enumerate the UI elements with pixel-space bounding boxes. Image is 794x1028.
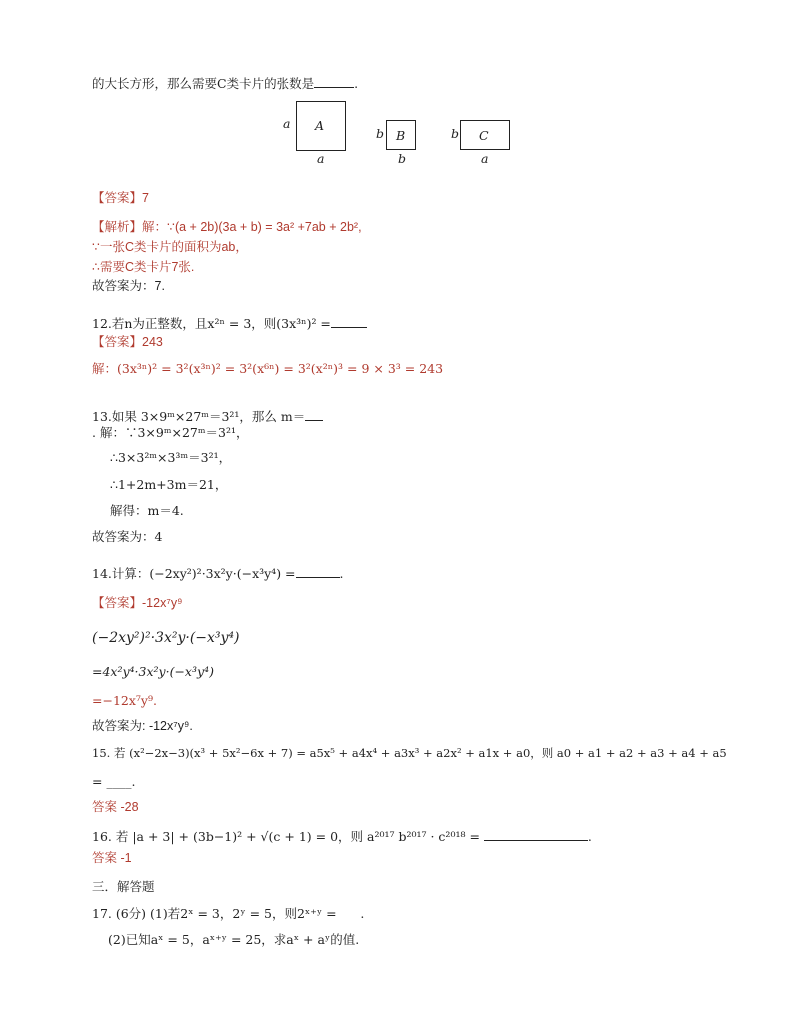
card-b-side-label: b [376, 126, 385, 141]
q14-conclusion: 故答案为: -12x⁷y⁹. [92, 719, 193, 733]
q14-step-3: =−12x⁷y⁹. [92, 693, 157, 708]
q11-answer: 【答案】7 [92, 191, 149, 205]
q14-step-2: =4x²y⁴·3x²y·(−x³y⁴) [92, 664, 214, 679]
q13-conclusion: 故答案为：4 [92, 529, 163, 544]
q12-question: 12.若n为正整数，且x²ⁿ = 3，则(3x³ⁿ)² = [92, 316, 367, 332]
q17-part-1: 17. (6分) (1)若2ˣ = 3，2ʸ = 5，则2ˣ⁺ʸ = . [92, 906, 365, 921]
q16-answer-blank [484, 829, 588, 841]
q13-step-4: 解得：m＝4. [110, 503, 184, 518]
q11-analysis-1: 【解析】解：∵(a + 2b)(3a + b) = 3a² +7ab + 2b², [92, 220, 362, 234]
q12-solution: 解：(3x³ⁿ)² = 3²(x³ⁿ)² = 3²(x⁶ⁿ) = 3²(x²ⁿ)³ = 9 × 3³ = 243 [92, 361, 444, 376]
q14-answer: 【答案】-12x⁷y⁹ [92, 596, 183, 610]
q13-step-3: ∴1+2m+3m＝21， [110, 477, 228, 492]
q13-answer-blank [305, 409, 323, 421]
section-title: 三．解答题 [92, 880, 155, 894]
q17-part-2: (2)已知aˣ = 5，aˣ⁺ʸ = 25，求aˣ + aʸ的值. [108, 932, 360, 947]
card-c-side-label: b [451, 126, 460, 141]
q13-question: 13.如果 3×9ᵐ×27ᵐ＝3²¹，那么 m＝ [92, 409, 323, 425]
q11-conclusion: 故答案为：7. [92, 279, 165, 293]
card-c-label: C [479, 128, 489, 143]
q16-answer: 答案 -1 [92, 851, 132, 865]
q13-step-2: ∴3×3²ᵐ×3³ᵐ＝3²¹， [110, 450, 232, 465]
card-b-bottom-label: b [398, 151, 407, 166]
card-a-side-label: a [283, 116, 291, 131]
q16-question: 16. 若 |a + 3| + (3b−1)² + √(c + 1) = 0，则 a²⁰¹⁷ b²⁰¹⁷ · c²⁰¹⁸ = . [92, 829, 592, 844]
card-a-bottom-label: a [317, 151, 325, 166]
q14-step-1: (−2xy²)²·3x²y·(−x³y⁴) [92, 630, 240, 646]
q15-question: 15. 若 (x²−2x−3)(x³ + 5x²−6x + 7) = a5x⁵ + a4x⁴ + a3x³ + a2x² + a1x + a0，则 a0 + a1 + a2 + a3 + a4 + a5 [92, 746, 727, 760]
card-b-label: B [396, 128, 406, 143]
q11-analysis-3: ∴需要C类卡片7张. [92, 260, 195, 274]
q11-answer-blank [314, 76, 354, 88]
q14-question: 14.计算：(−2xy²)²·3x²y·(−x³y⁴) = . [92, 566, 344, 581]
q15-question-end: = ____. [92, 774, 136, 789]
q14-answer-blank [296, 566, 340, 578]
q12-answer-blank [331, 316, 367, 328]
card-a-label: A [315, 118, 325, 133]
q11-analysis-2: ∵一张C类卡片的面积为ab， [92, 240, 248, 254]
q12-answer: 【答案】243 [92, 335, 163, 349]
q11-intro: 的大长方形，那么需要C类卡片的张数是 . [92, 76, 359, 91]
q15-answer: 答案 -28 [92, 800, 139, 814]
card-c-bottom-label: a [481, 151, 489, 166]
q13-step-1: . 解：∵3×9ᵐ×27ᵐ＝3²¹， [92, 425, 249, 440]
